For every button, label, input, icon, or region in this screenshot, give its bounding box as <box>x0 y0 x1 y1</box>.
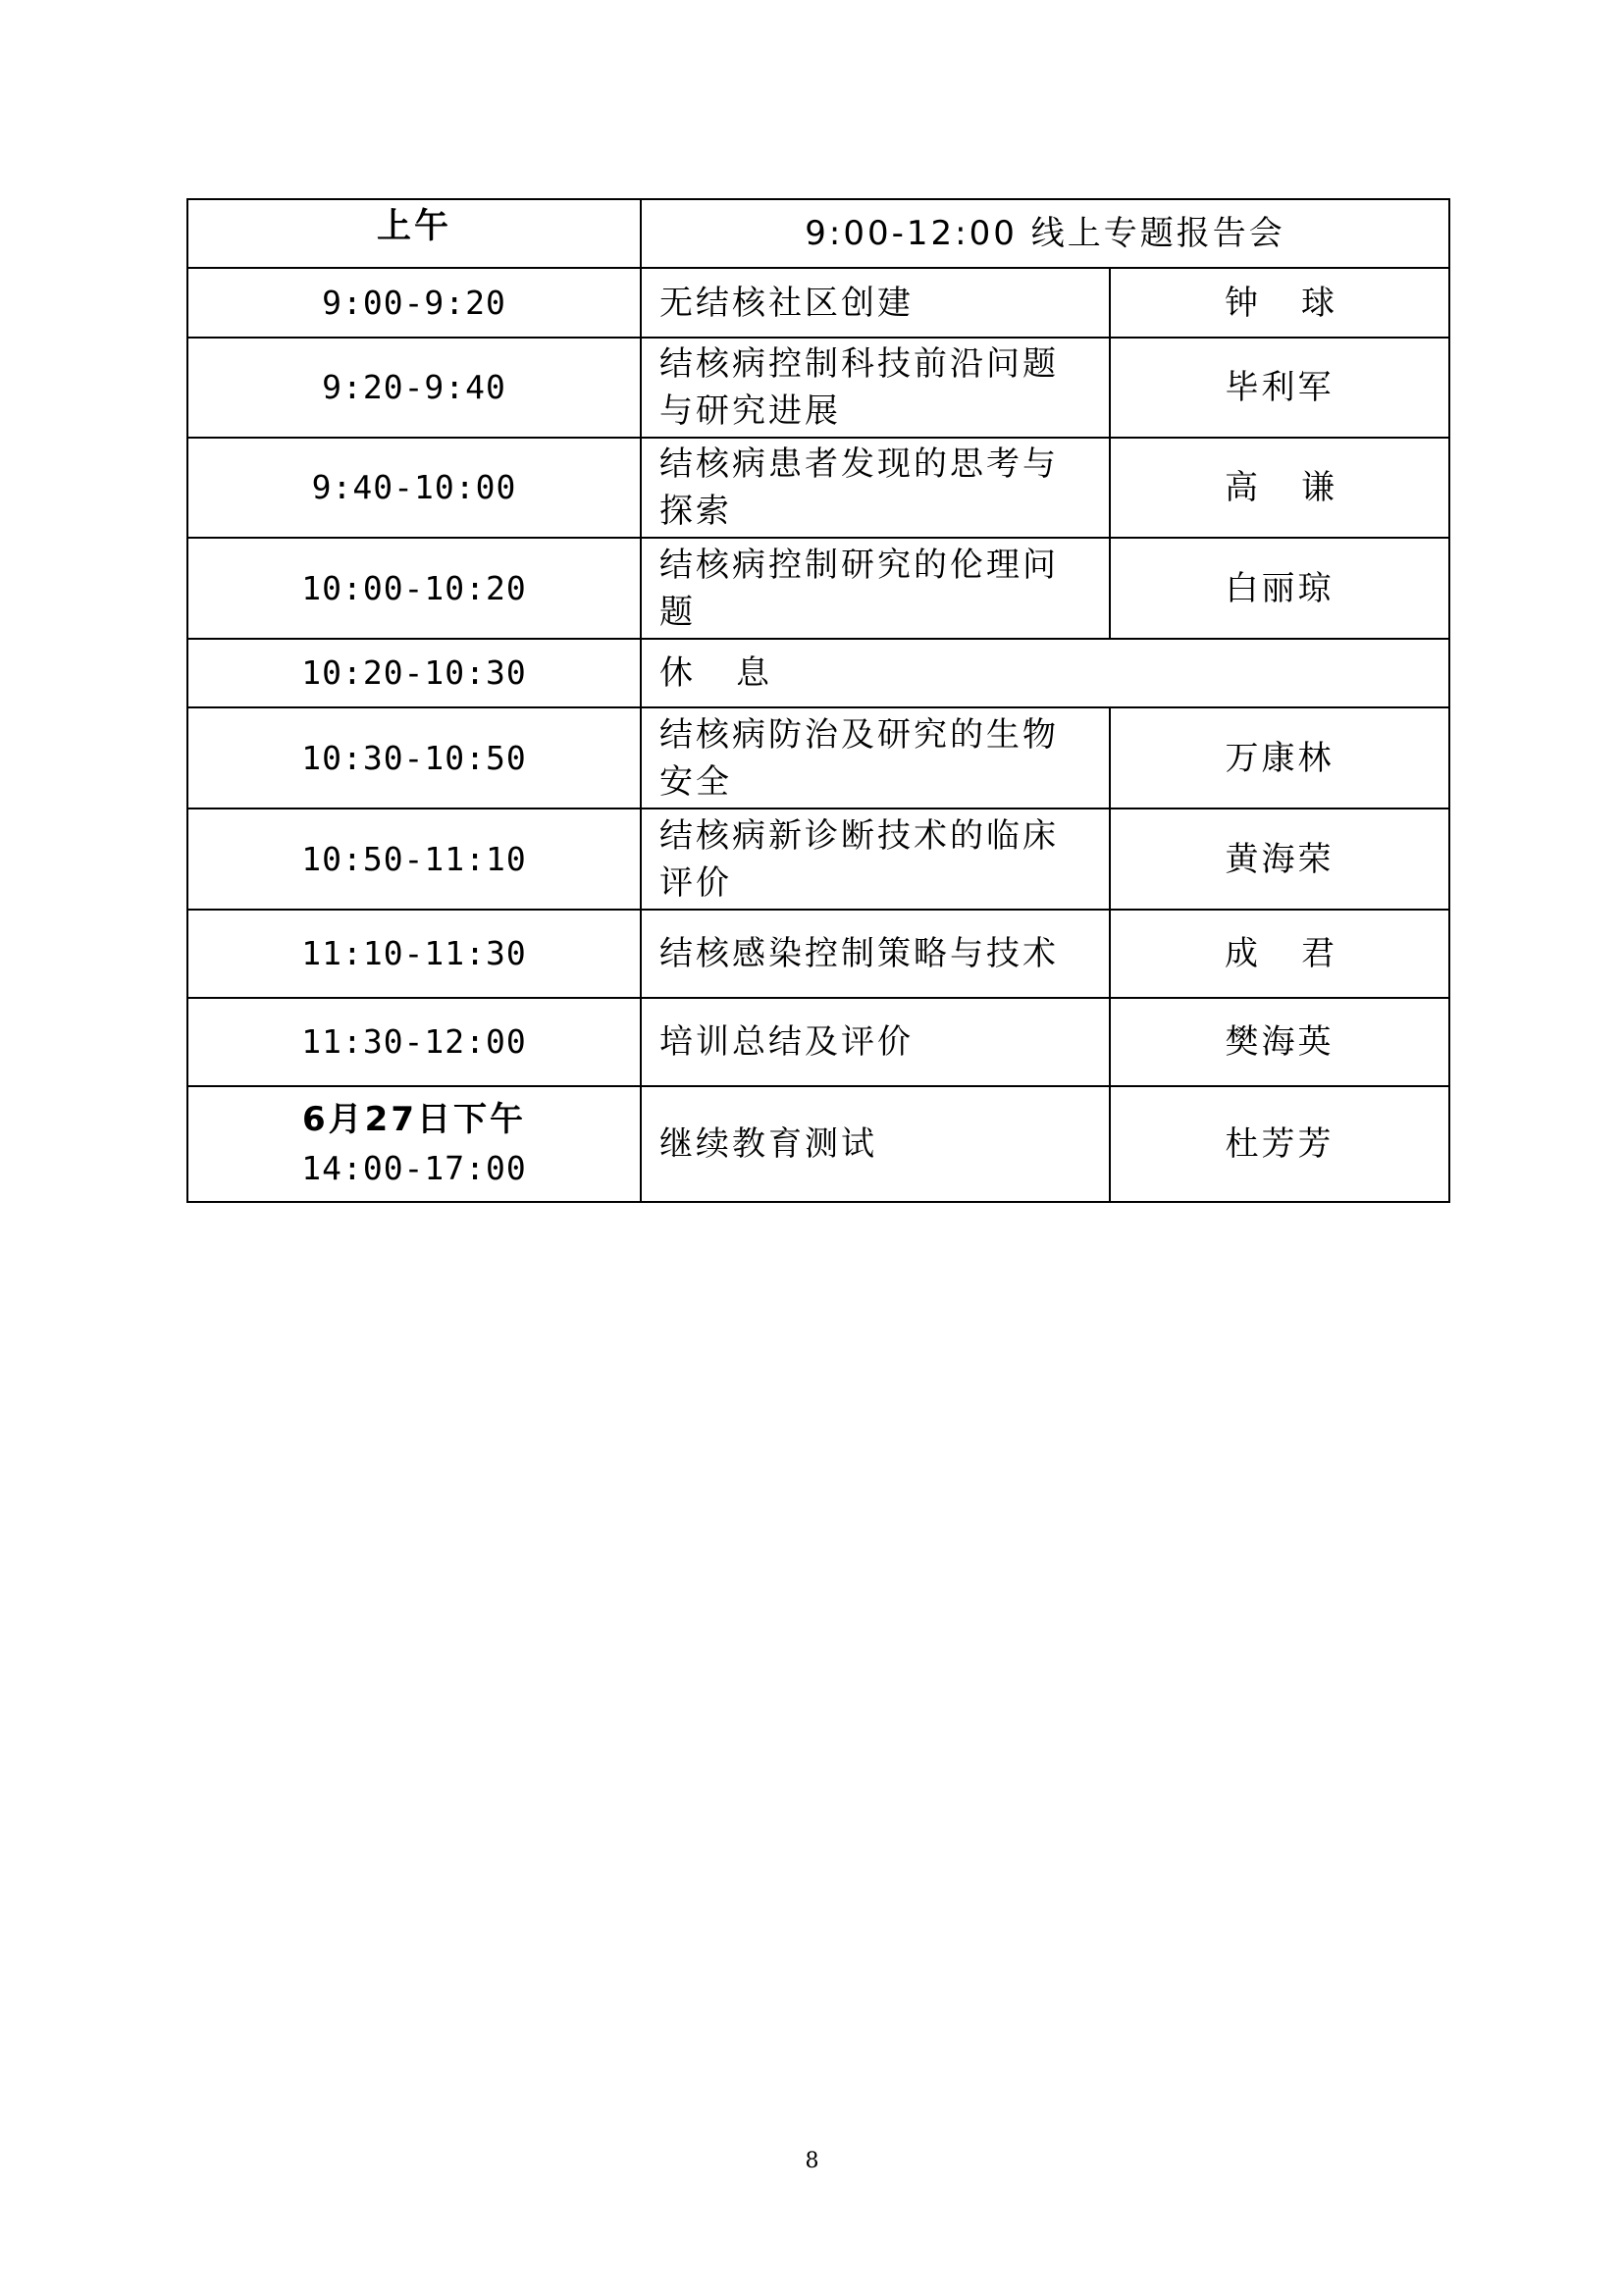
session-label: 上午 <box>187 199 641 268</box>
speaker-name: 钟球 <box>1225 283 1378 323</box>
speaker-cell: 毕利军 <box>1110 338 1449 438</box>
time-label: 14:00-17:00 <box>301 1149 527 1187</box>
break-label: 休息 <box>659 653 812 693</box>
topic-cell: 结核感染控制策略与技术 <box>641 910 1110 998</box>
date-label: 6月27日下午 <box>302 1100 526 1139</box>
topic-cell: 继续教育测试 <box>641 1086 1110 1202</box>
speaker-cell: 白丽琼 <box>1110 538 1449 639</box>
topic-cell <box>641 639 1449 707</box>
topic-cell: 结核病新诊断技术的临床评价 <box>641 808 1110 910</box>
header-row <box>187 199 1449 268</box>
table-row <box>187 998 1449 1086</box>
topic-cell: 结核病防治及研究的生物安全 <box>641 707 1110 808</box>
time-cell <box>187 1086 641 1202</box>
table-row <box>187 438 1449 538</box>
speaker-name: 高谦 <box>1225 468 1378 507</box>
topic-cell: 无结核社区创建 <box>641 268 1110 338</box>
table-row <box>187 808 1449 910</box>
table-row <box>187 1086 1449 1202</box>
topic-cell: 结核病患者发现的思考与探索 <box>641 438 1110 538</box>
time-cell: 10:30-10:50 <box>187 707 641 808</box>
speaker-cell: 万康林 <box>1110 707 1449 808</box>
speaker-cell: 黄海荣 <box>1110 808 1449 910</box>
page-number: 8 <box>805 2149 819 2173</box>
time-cell: 9:20-9:40 <box>187 338 641 438</box>
speaker-cell: 樊海英 <box>1110 998 1449 1086</box>
topic-cell: 结核病控制研究的伦理问题 <box>641 538 1110 639</box>
speaker-cell <box>1110 268 1449 338</box>
time-cell: 9:40-10:00 <box>187 438 641 538</box>
speaker-name: 成君 <box>1225 934 1378 973</box>
speaker-cell <box>1110 438 1449 538</box>
session-title: 9:00-12:00 线上专题报告会 <box>641 199 1449 268</box>
speaker-cell <box>1110 910 1449 998</box>
time-cell: 11:30-12:00 <box>187 998 641 1086</box>
table-row <box>187 268 1449 338</box>
time-cell: 10:50-11:10 <box>187 808 641 910</box>
time-cell: 10:20-10:30 <box>187 639 641 707</box>
topic-cell: 结核病控制科技前沿问题与研究进展 <box>641 338 1110 438</box>
time-cell: 11:10-11:30 <box>187 910 641 998</box>
topic-cell: 培训总结及评价 <box>641 998 1110 1086</box>
break-row <box>187 639 1449 707</box>
table-row <box>187 707 1449 808</box>
speaker-cell: 杜芳芳 <box>1110 1086 1449 1202</box>
time-cell: 9:00-9:20 <box>187 268 641 338</box>
table-row <box>187 910 1449 998</box>
table-row <box>187 338 1449 438</box>
time-cell: 10:00-10:20 <box>187 538 641 639</box>
schedule-table <box>186 198 1450 1203</box>
table-row <box>187 538 1449 639</box>
